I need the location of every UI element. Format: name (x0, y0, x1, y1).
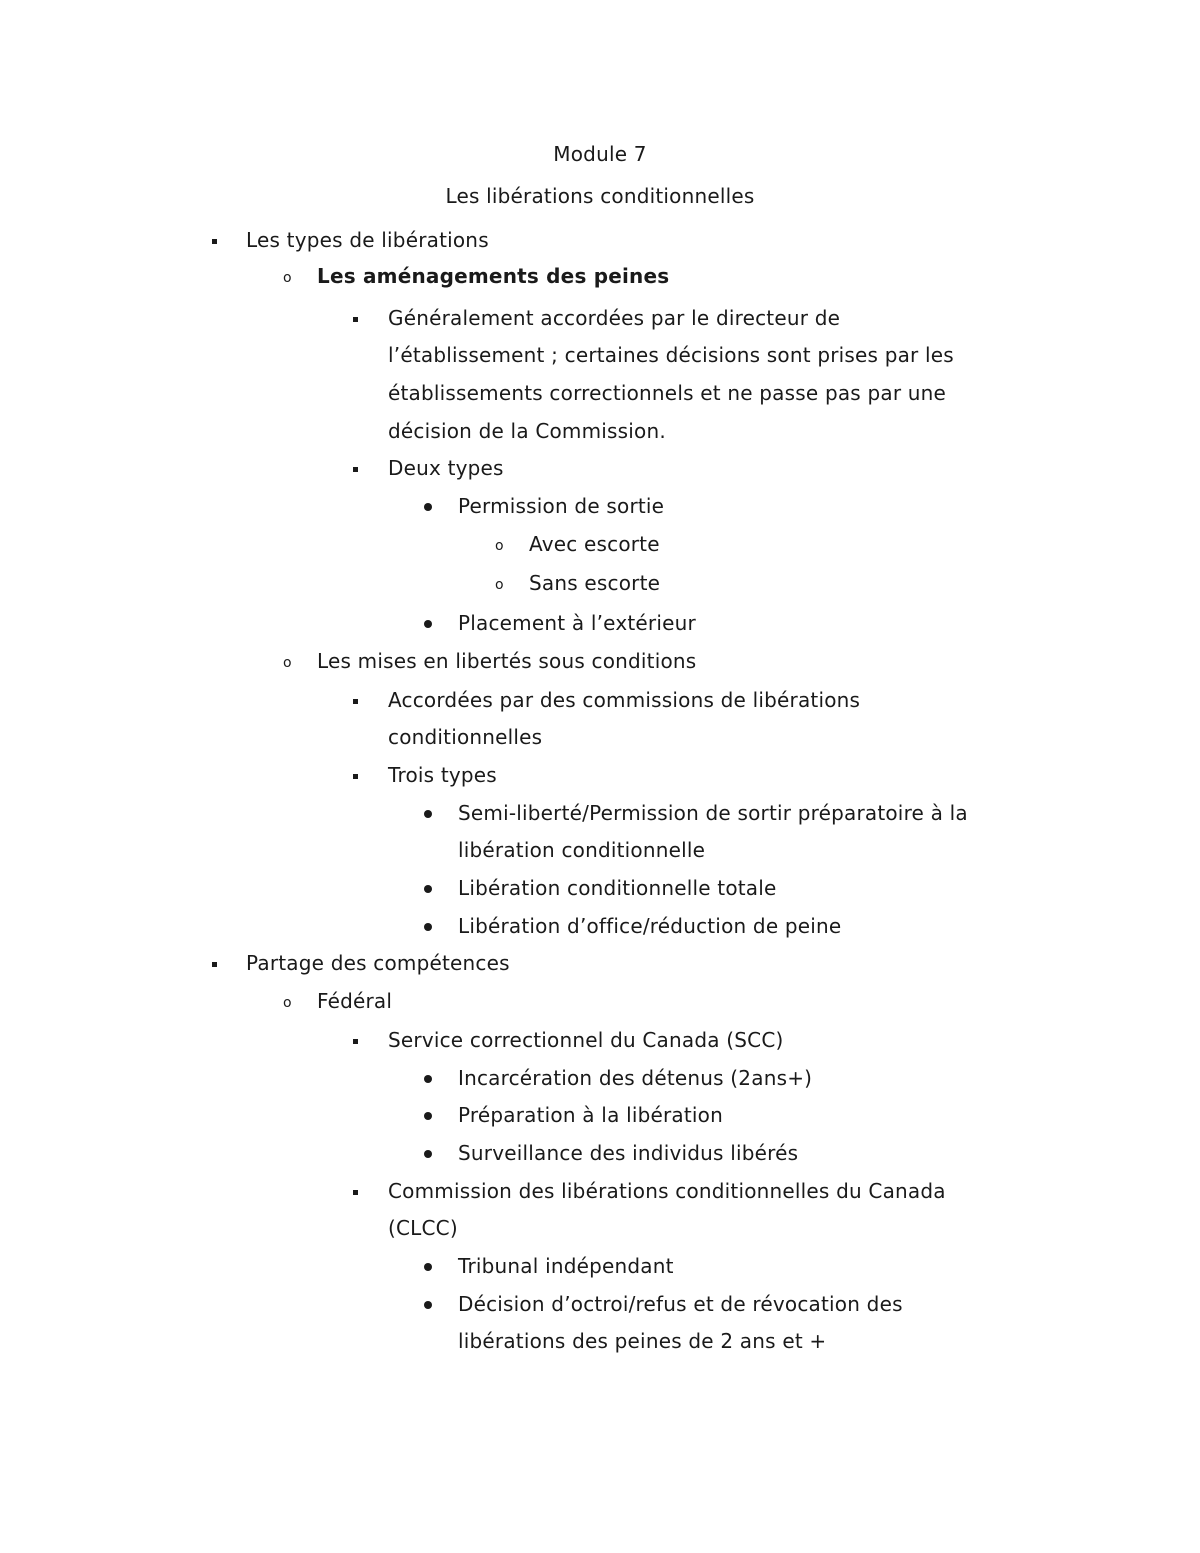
circle-bullet-icon: o (283, 995, 292, 1011)
circle-bullet-icon: o (283, 270, 292, 286)
page-subtitle: Les libérations conditionnelles (445, 184, 755, 208)
circle-bullet-icon: o (283, 655, 292, 671)
circle-bullet-icon: o (495, 538, 504, 554)
circle-bullet-icon: o (495, 577, 504, 593)
page-title: Module 7 (553, 142, 647, 166)
